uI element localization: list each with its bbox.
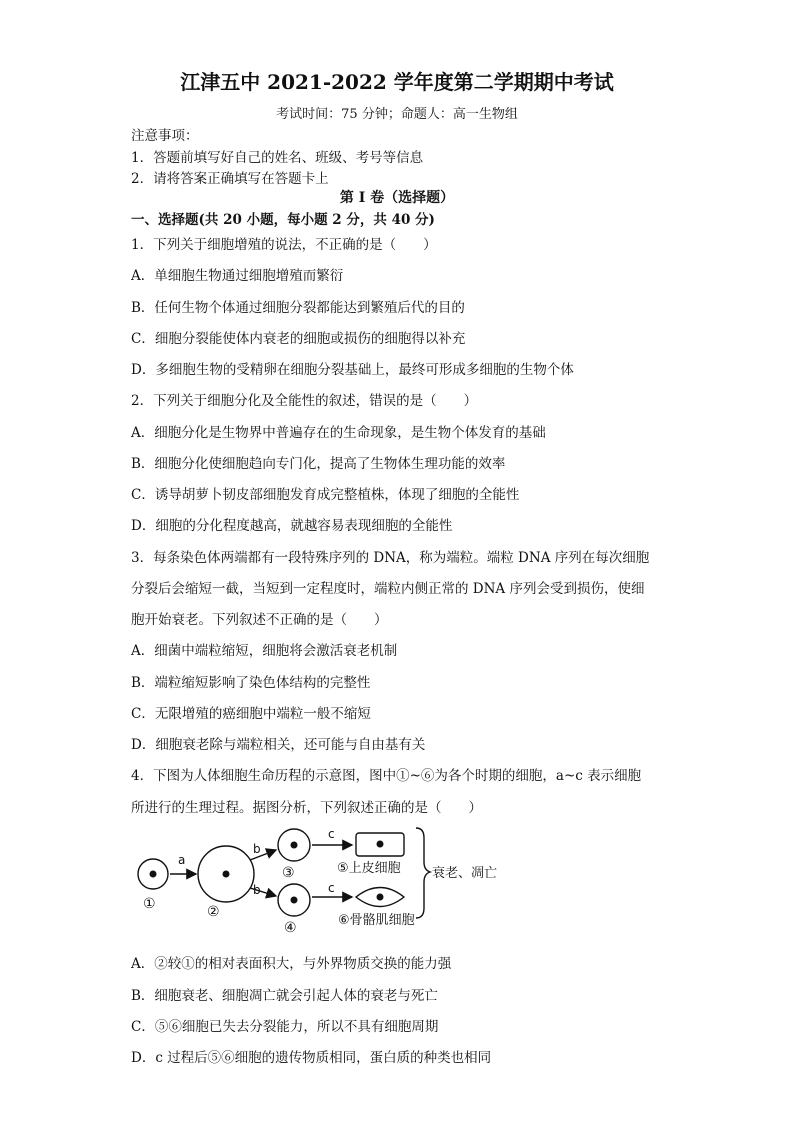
question-stem: 所进行的生理过程。据图分析，下列叙述正确的是（ ） — [131, 800, 482, 816]
label-b-top: b — [253, 842, 261, 856]
question-stem: 3．每条染色体两端都有一段特殊序列的 DNA，称为端粒。端粒 DNA 序列在每次细胞 — [131, 550, 650, 566]
label-a: a — [178, 853, 186, 867]
section-title: 一、选择题(共 20 小题，每小题 2 分，共 40 分) — [131, 212, 435, 228]
question-stem: 4．下图为人体细胞生命历程的示意图，图中①~⑥为各个时期的细胞，a~c 表示细胞 — [131, 768, 642, 784]
option-a: A．细菌中端粒缩短，细胞将会激活衰老机制 — [131, 643, 398, 659]
label-c-bottom: c — [328, 881, 335, 895]
option-c: C．诱导胡萝卜韧皮部细胞发育成完整植株，体现了细胞的全能性 — [131, 487, 520, 503]
label-muscle: ⑥骨骼肌细胞 — [338, 913, 415, 928]
option-d: D．细胞衰老除与端粒相关，还可能与自由基有关 — [131, 737, 426, 753]
option-c: C．细胞分裂能使体内衰老的细胞或损伤的细胞得以补充 — [131, 331, 466, 347]
exam-info: 考试时间：75 分钟；命题人：高一生物组 — [276, 107, 518, 122]
option-b: B．细胞分化使细胞趋向专门化，提高了生物体生理功能的效率 — [131, 456, 506, 472]
label-cell-3: ③ — [282, 865, 295, 881]
cell-life-history-diagram — [120, 822, 520, 940]
option-a: A．②较①的相对表面积大，与外界物质交换的能力强 — [131, 956, 452, 972]
question-stem: 分裂后会缩短一截，当短到一定程度时，端粒内侧正常的 DNA 序列会受到损伤，使细 — [131, 581, 645, 597]
note-item: 1．答题前填写好自己的姓名、班级、考号等信息 — [131, 150, 424, 166]
label-epithelial: ⑤上皮细胞 — [337, 861, 401, 876]
question-stem: 胞开始衰老。下列叙述不正确的是（ ） — [131, 612, 388, 628]
option-d: D．多细胞生物的受精卵在细胞分裂基础上，最终可形成多细胞的生物个体 — [131, 362, 574, 378]
option-c: C．⑤⑥细胞已失去分裂能力，所以不具有细胞周期 — [131, 1019, 439, 1035]
label-fate: 衰老、凋亡 — [432, 866, 498, 881]
brace — [416, 828, 430, 918]
option-c: C．无限增殖的癌细胞中端粒一般不缩短 — [131, 706, 371, 722]
label-cell-2: ② — [207, 904, 220, 920]
question-stem: 2．下列关于细胞分化及全能性的叙述，错误的是（ ） — [131, 393, 478, 409]
label-cell-4: ④ — [284, 920, 297, 936]
option-b: B．端粒缩短影响了染色体结构的完整性 — [131, 675, 371, 691]
volume-title: 第 I 卷（选择题） — [339, 190, 455, 206]
option-b: B．任何生物个体通过细胞分裂都能达到繁殖后代的目的 — [131, 300, 465, 316]
label-c-top: c — [328, 827, 335, 841]
option-a: A．细胞分化是生物界中普遍存在的生命现象，是生物个体发育的基础 — [131, 425, 546, 441]
label-cell-1: ① — [143, 896, 156, 912]
option-a: A．单细胞生物通过细胞增殖而繁衍 — [131, 268, 344, 284]
label-b-bottom: b — [253, 883, 261, 897]
option-d: D．细胞的分化程度越高，就越容易表现细胞的全能性 — [131, 518, 453, 534]
option-d: D．c 过程后⑤⑥细胞的遗传物质相同，蛋白质的种类也相同 — [131, 1050, 492, 1066]
notes-heading: 注意事项： — [131, 128, 199, 144]
page-title: 江津五中 2021-2022 学年度第二学期期中考试 — [180, 70, 614, 94]
note-item: 2．请将答案正确填写在答题卡上 — [131, 171, 329, 187]
option-b: B．细胞衰老、细胞凋亡就会引起人体的衰老与死亡 — [131, 988, 438, 1004]
question-stem: 1．下列关于细胞增殖的说法，不正确的是（ ） — [131, 237, 437, 253]
